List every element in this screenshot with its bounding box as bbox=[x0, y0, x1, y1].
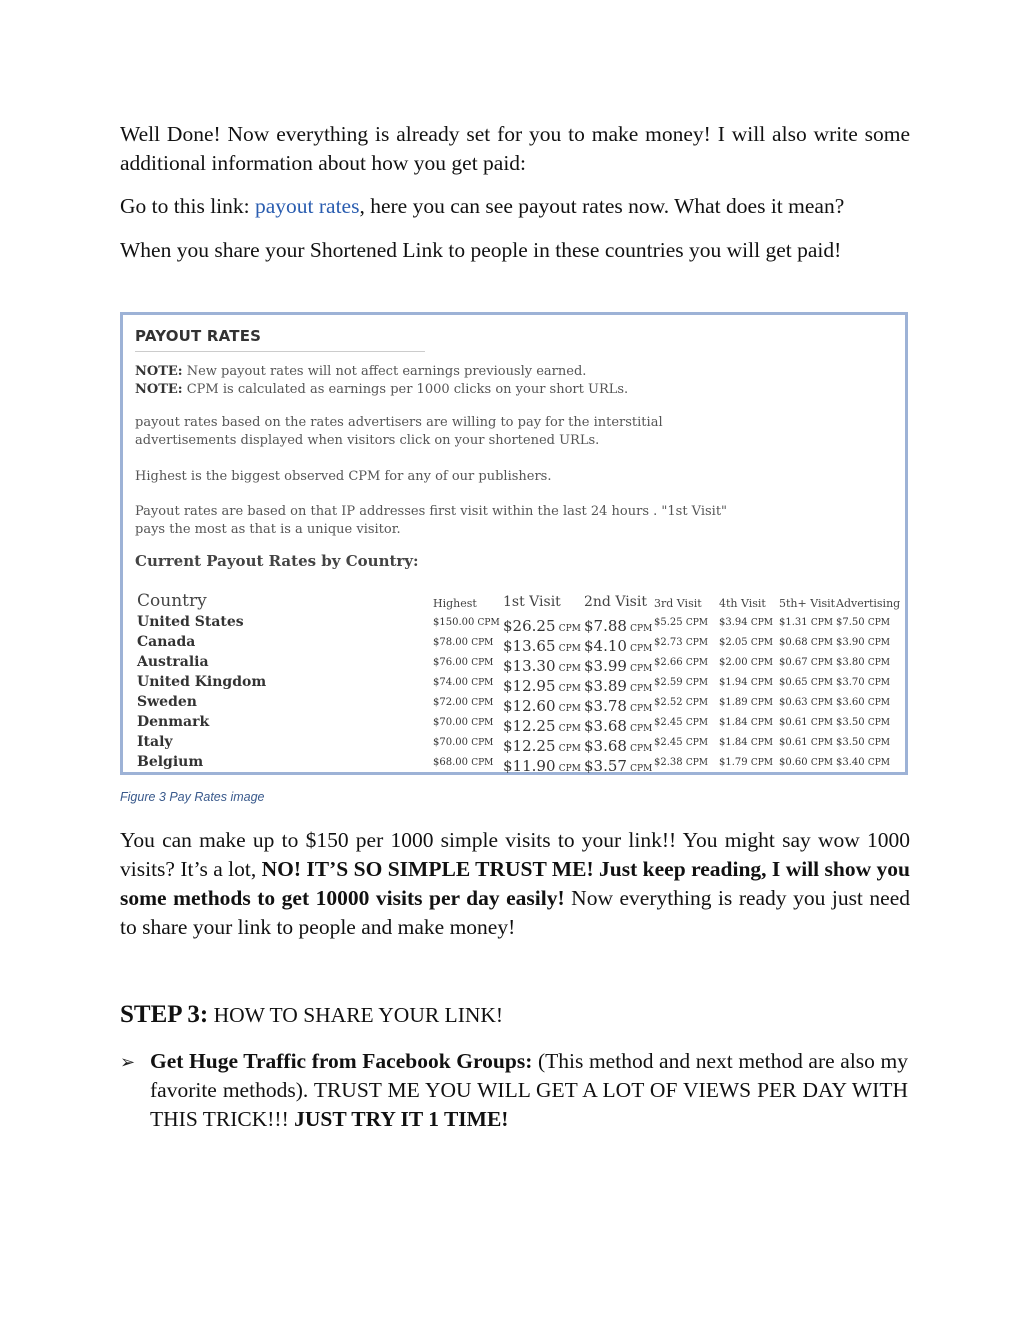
rate-value: $3.50 bbox=[836, 737, 865, 748]
rate-value: $3.60 bbox=[836, 697, 865, 708]
rate-cell-v2 bbox=[584, 637, 652, 655]
country-name: Belgium bbox=[137, 754, 204, 770]
rate-cell-v2 bbox=[584, 737, 652, 755]
intro-text: Well Done! Now everything is already set for you to make money! I will also write some additional information about how you get paid: bbox=[120, 122, 910, 175]
body-text-c: Now everything is ready you just need to share your link to people and make money! bbox=[120, 886, 911, 939]
cpm-unit: CPM bbox=[867, 738, 890, 748]
country-name: United States bbox=[137, 614, 244, 630]
header-country: Country bbox=[137, 591, 207, 611]
cpm-unit: CPM bbox=[810, 718, 833, 728]
rate-value: $12.60 bbox=[503, 697, 556, 715]
cpm-unit: CPM bbox=[750, 738, 773, 748]
goto-prefix: Go to this link: bbox=[120, 194, 255, 218]
body-paragraph bbox=[120, 826, 910, 942]
cpm-unit: CPM bbox=[558, 624, 581, 634]
table-row bbox=[123, 634, 905, 654]
bullet-text: (This method and next method are also my favorite methods). TRUST ME YOU WILL GET A LOT OF VIEWS PER DAY WITH THIS TRICK!!! bbox=[150, 1049, 908, 1131]
intro-paragraph bbox=[120, 120, 910, 178]
rate-value: $3.90 bbox=[836, 637, 865, 648]
step-label: STEP 3: bbox=[120, 1001, 209, 1028]
cpm-unit: CPM bbox=[471, 758, 494, 768]
bullet-bold-2: JUST TRY IT 1 TIME! bbox=[294, 1107, 509, 1131]
rate-cell-v2 bbox=[584, 757, 652, 775]
rate-cell-adv bbox=[836, 717, 890, 728]
rate-cell-v1 bbox=[503, 657, 581, 675]
rate-value: $0.65 bbox=[779, 677, 808, 688]
rate-value: $1.31 bbox=[779, 617, 808, 628]
rate-value: $0.67 bbox=[779, 657, 808, 668]
rate-value: $4.10 bbox=[584, 637, 627, 655]
rate-cell-v4 bbox=[719, 637, 773, 648]
rate-value: $2.52 bbox=[654, 697, 683, 708]
header-5th-visit: 5th+ Visit bbox=[779, 597, 836, 610]
table-row bbox=[123, 674, 905, 694]
cpm-unit: CPM bbox=[810, 758, 833, 768]
header-advertising: Advertising bbox=[836, 597, 901, 610]
rate-cell-v4 bbox=[719, 757, 773, 768]
rate-value: $26.25 bbox=[503, 617, 556, 635]
cpm-unit: CPM bbox=[685, 758, 708, 768]
rate-cell-v2 bbox=[584, 717, 652, 735]
rate-cell-v1 bbox=[503, 757, 581, 775]
cpm-unit: CPM bbox=[810, 658, 833, 668]
rate-value: $13.65 bbox=[503, 637, 556, 655]
note-1-text: New payout rates will not affect earnings previously earned. bbox=[182, 364, 587, 379]
rate-cell-v1 bbox=[503, 637, 581, 655]
table-row bbox=[123, 714, 905, 734]
rate-value: $12.95 bbox=[503, 677, 556, 695]
header-1st-visit: 1st Visit bbox=[503, 594, 561, 610]
cpm-unit: CPM bbox=[630, 704, 653, 714]
rate-cell-adv bbox=[836, 737, 890, 748]
title-divider bbox=[135, 351, 425, 352]
rate-value: $76.00 bbox=[433, 657, 468, 668]
header-3rd-visit: 3rd Visit bbox=[654, 597, 702, 610]
rate-value: $11.90 bbox=[503, 757, 556, 775]
rate-value: $2.45 bbox=[654, 717, 683, 728]
rate-cell-v2 bbox=[584, 677, 652, 695]
rate-cell-v3 bbox=[654, 737, 708, 748]
rate-value: $2.59 bbox=[654, 677, 683, 688]
rate-cell-adv bbox=[836, 657, 890, 668]
note-2-label: NOTE: bbox=[135, 382, 183, 397]
rate-value: $1.84 bbox=[719, 737, 748, 748]
bullet-bold: Get Huge Traffic from Facebook Groups: bbox=[150, 1049, 533, 1073]
rate-cell-v1 bbox=[503, 677, 581, 695]
rate-cell-v4 bbox=[719, 657, 773, 668]
rate-value: $2.66 bbox=[654, 657, 683, 668]
goto-suffix: , here you can see payout rates now. What does it mean? bbox=[359, 194, 845, 218]
cpm-unit: CPM bbox=[471, 698, 494, 708]
cpm-unit: CPM bbox=[867, 618, 890, 628]
cpm-unit: CPM bbox=[750, 718, 773, 728]
share-paragraph bbox=[120, 236, 910, 265]
table-subhead: Current Payout Rates by Country: bbox=[135, 552, 419, 570]
cpm-unit: CPM bbox=[685, 718, 708, 728]
rate-value: $5.25 bbox=[654, 617, 683, 628]
rate-cell-v5 bbox=[779, 617, 833, 628]
rate-cell-highest bbox=[433, 717, 493, 728]
goto-paragraph bbox=[120, 192, 910, 221]
header-2nd-visit: 2nd Visit bbox=[584, 594, 647, 610]
rate-cell-v3 bbox=[654, 657, 708, 668]
rate-value: $3.57 bbox=[584, 757, 627, 775]
rate-value: $0.60 bbox=[779, 757, 808, 768]
cpm-unit: CPM bbox=[685, 658, 708, 668]
rate-value: $2.38 bbox=[654, 757, 683, 768]
rate-value: $3.50 bbox=[836, 717, 865, 728]
cpm-unit: CPM bbox=[750, 698, 773, 708]
rate-value: $68.00 bbox=[433, 757, 468, 768]
rate-cell-adv bbox=[836, 697, 890, 708]
cpm-unit: CPM bbox=[630, 684, 653, 694]
cpm-unit: CPM bbox=[750, 678, 773, 688]
cpm-unit: CPM bbox=[750, 758, 773, 768]
cpm-unit: CPM bbox=[867, 638, 890, 648]
note-1 bbox=[135, 363, 586, 381]
rate-cell-v5 bbox=[779, 697, 833, 708]
payout-rates-figure bbox=[120, 312, 908, 775]
cpm-unit: CPM bbox=[558, 684, 581, 694]
cpm-unit: CPM bbox=[558, 664, 581, 674]
rate-cell-adv bbox=[836, 757, 890, 768]
table-row bbox=[123, 654, 905, 674]
rate-cell-v3 bbox=[654, 677, 708, 688]
rate-cell-adv bbox=[836, 617, 890, 628]
cpm-unit: CPM bbox=[685, 738, 708, 748]
rate-value: $150.00 bbox=[433, 617, 475, 628]
cpm-unit: CPM bbox=[867, 698, 890, 708]
rate-cell-v4 bbox=[719, 717, 773, 728]
rate-value: $3.68 bbox=[584, 737, 627, 755]
cpm-unit: CPM bbox=[685, 618, 708, 628]
rate-cell-v3 bbox=[654, 637, 708, 648]
payout-rates-link[interactable]: payout rates bbox=[254, 194, 360, 218]
cpm-unit: CPM bbox=[810, 738, 833, 748]
rate-value: $78.00 bbox=[433, 637, 468, 648]
cpm-unit: CPM bbox=[630, 744, 653, 754]
rate-cell-v5 bbox=[779, 637, 833, 648]
rate-cell-v3 bbox=[654, 757, 708, 768]
cpm-unit: CPM bbox=[750, 638, 773, 648]
cpm-unit: CPM bbox=[630, 764, 653, 774]
rate-value: $3.68 bbox=[584, 717, 627, 735]
cpm-unit: CPM bbox=[477, 618, 500, 628]
rate-cell-v3 bbox=[654, 617, 708, 628]
rate-value: $0.63 bbox=[779, 697, 808, 708]
body-text-a: You can make up to $150 per 1000 simple visits to your link!! You might say wow 1000 visits? It’s a lot, bbox=[120, 828, 910, 881]
rate-cell-v4 bbox=[719, 677, 773, 688]
cpm-unit: CPM bbox=[867, 718, 890, 728]
step-heading bbox=[120, 1001, 503, 1029]
rate-value: $3.89 bbox=[584, 677, 627, 695]
rate-value: $3.70 bbox=[836, 677, 865, 688]
rate-cell-adv bbox=[836, 637, 890, 648]
rate-cell-highest bbox=[433, 677, 493, 688]
rate-value: $0.61 bbox=[779, 737, 808, 748]
rate-value: $0.61 bbox=[779, 717, 808, 728]
rate-value: $7.88 bbox=[584, 617, 627, 635]
country-name: Canada bbox=[137, 634, 196, 650]
bullet-item bbox=[150, 1047, 908, 1134]
rate-cell-v5 bbox=[779, 677, 833, 688]
rate-value: $12.25 bbox=[503, 717, 556, 735]
rate-value: $2.00 bbox=[719, 657, 748, 668]
country-name: Denmark bbox=[137, 714, 210, 730]
cpm-unit: CPM bbox=[630, 644, 653, 654]
cpm-unit: CPM bbox=[750, 658, 773, 668]
rate-value: $2.45 bbox=[654, 737, 683, 748]
table-row bbox=[123, 614, 905, 634]
rate-value: $7.50 bbox=[836, 617, 865, 628]
cpm-unit: CPM bbox=[867, 758, 890, 768]
cpm-unit: CPM bbox=[558, 764, 581, 774]
cpm-unit: CPM bbox=[810, 638, 833, 648]
note-1-label: NOTE: bbox=[135, 364, 183, 379]
rate-cell-highest bbox=[433, 657, 493, 668]
rate-value: $70.00 bbox=[433, 737, 468, 748]
rate-value: $70.00 bbox=[433, 717, 468, 728]
rate-cell-highest bbox=[433, 757, 493, 768]
rate-cell-highest bbox=[433, 617, 500, 628]
table-row bbox=[123, 754, 905, 774]
rate-value: $12.25 bbox=[503, 737, 556, 755]
rate-cell-v4 bbox=[719, 617, 773, 628]
rate-cell-v5 bbox=[779, 737, 833, 748]
cpm-unit: CPM bbox=[558, 644, 581, 654]
rate-value: $1.89 bbox=[719, 697, 748, 708]
highest-paragraph: Highest is the biggest observed CPM for any of our publishers. bbox=[135, 469, 552, 484]
rate-cell-v3 bbox=[654, 697, 708, 708]
country-name: United Kingdom bbox=[137, 674, 267, 690]
cpm-unit: CPM bbox=[810, 618, 833, 628]
table-row bbox=[123, 734, 905, 754]
cpm-unit: CPM bbox=[810, 678, 833, 688]
rate-cell-highest bbox=[433, 737, 493, 748]
rate-cell-v1 bbox=[503, 617, 581, 635]
cpm-unit: CPM bbox=[471, 658, 494, 668]
cpm-unit: CPM bbox=[685, 698, 708, 708]
cpm-unit: CPM bbox=[558, 724, 581, 734]
rate-cell-adv bbox=[836, 677, 890, 688]
rate-value: $13.30 bbox=[503, 657, 556, 675]
cpm-unit: CPM bbox=[867, 678, 890, 688]
rate-cell-v4 bbox=[719, 697, 773, 708]
cpm-unit: CPM bbox=[630, 664, 653, 674]
rate-cell-v5 bbox=[779, 657, 833, 668]
arrow-bullet-icon: ➢ bbox=[120, 1052, 136, 1072]
cpm-unit: CPM bbox=[630, 624, 653, 634]
rate-value: $2.05 bbox=[719, 637, 748, 648]
country-name: Australia bbox=[137, 654, 209, 670]
table-row bbox=[123, 694, 905, 714]
rate-cell-v5 bbox=[779, 757, 833, 768]
rate-value: $1.94 bbox=[719, 677, 748, 688]
rate-cell-v5 bbox=[779, 717, 833, 728]
rate-cell-highest bbox=[433, 697, 493, 708]
rate-value: $3.78 bbox=[584, 697, 627, 715]
cpm-unit: CPM bbox=[685, 638, 708, 648]
rate-value: $74.00 bbox=[433, 677, 468, 688]
cpm-unit: CPM bbox=[471, 718, 494, 728]
rate-cell-v3 bbox=[654, 717, 708, 728]
share-text: When you share your Shortened Link to people in these countries you will get paid! bbox=[120, 238, 842, 262]
cpm-unit: CPM bbox=[471, 678, 494, 688]
rate-cell-highest bbox=[433, 637, 493, 648]
visit-paragraph: Payout rates are based on that IP addresses first visit within the last 24 hours . "1st Visit" pays the most as that is a unique visitor. bbox=[135, 504, 728, 537]
rate-cell-v1 bbox=[503, 717, 581, 735]
country-name: Italy bbox=[137, 734, 173, 750]
figure-title: PAYOUT RATES bbox=[135, 327, 262, 345]
rate-value: $0.68 bbox=[779, 637, 808, 648]
cpm-unit: CPM bbox=[810, 698, 833, 708]
rate-value: $2.73 bbox=[654, 637, 683, 648]
note-2 bbox=[135, 381, 628, 399]
cpm-unit: CPM bbox=[685, 678, 708, 688]
rate-value: $3.40 bbox=[836, 757, 865, 768]
cpm-unit: CPM bbox=[558, 704, 581, 714]
rate-value: $3.94 bbox=[719, 617, 748, 628]
rate-value: $3.80 bbox=[836, 657, 865, 668]
rate-value: $1.84 bbox=[719, 717, 748, 728]
body-text-bold: NO! IT’S SO SIMPLE TRUST ME! Just keep reading, I will show you some methods to get 10000 visits per day easily! bbox=[120, 857, 910, 910]
rate-value: $72.00 bbox=[433, 697, 468, 708]
rate-value: $3.99 bbox=[584, 657, 627, 675]
country-name: Sweden bbox=[137, 694, 197, 710]
cpm-unit: CPM bbox=[471, 738, 494, 748]
header-highest: Highest bbox=[433, 597, 477, 610]
rate-cell-v1 bbox=[503, 697, 581, 715]
rate-cell-v2 bbox=[584, 697, 652, 715]
rate-cell-v2 bbox=[584, 617, 652, 635]
cpm-unit: CPM bbox=[867, 658, 890, 668]
cpm-unit: CPM bbox=[558, 744, 581, 754]
note-2-text: CPM is calculated as earnings per 1000 clicks on your short URLs. bbox=[182, 382, 629, 397]
cpm-unit: CPM bbox=[750, 618, 773, 628]
rate-value: $1.79 bbox=[719, 757, 748, 768]
cpm-unit: CPM bbox=[471, 638, 494, 648]
cpm-unit: CPM bbox=[630, 724, 653, 734]
step-title: HOW TO SHARE YOUR LINK! bbox=[208, 1003, 504, 1027]
header-4th-visit: 4th Visit bbox=[719, 597, 766, 610]
rate-cell-v1 bbox=[503, 737, 581, 755]
figure-caption: Figure 3 Pay Rates image bbox=[120, 790, 265, 804]
rate-cell-v2 bbox=[584, 657, 652, 675]
rate-cell-v4 bbox=[719, 737, 773, 748]
rates-paragraph: payout rates based on the rates advertisers are willing to pay for the interstitial advertisements displayed when visitors click on your shortened URLs. bbox=[135, 415, 663, 448]
